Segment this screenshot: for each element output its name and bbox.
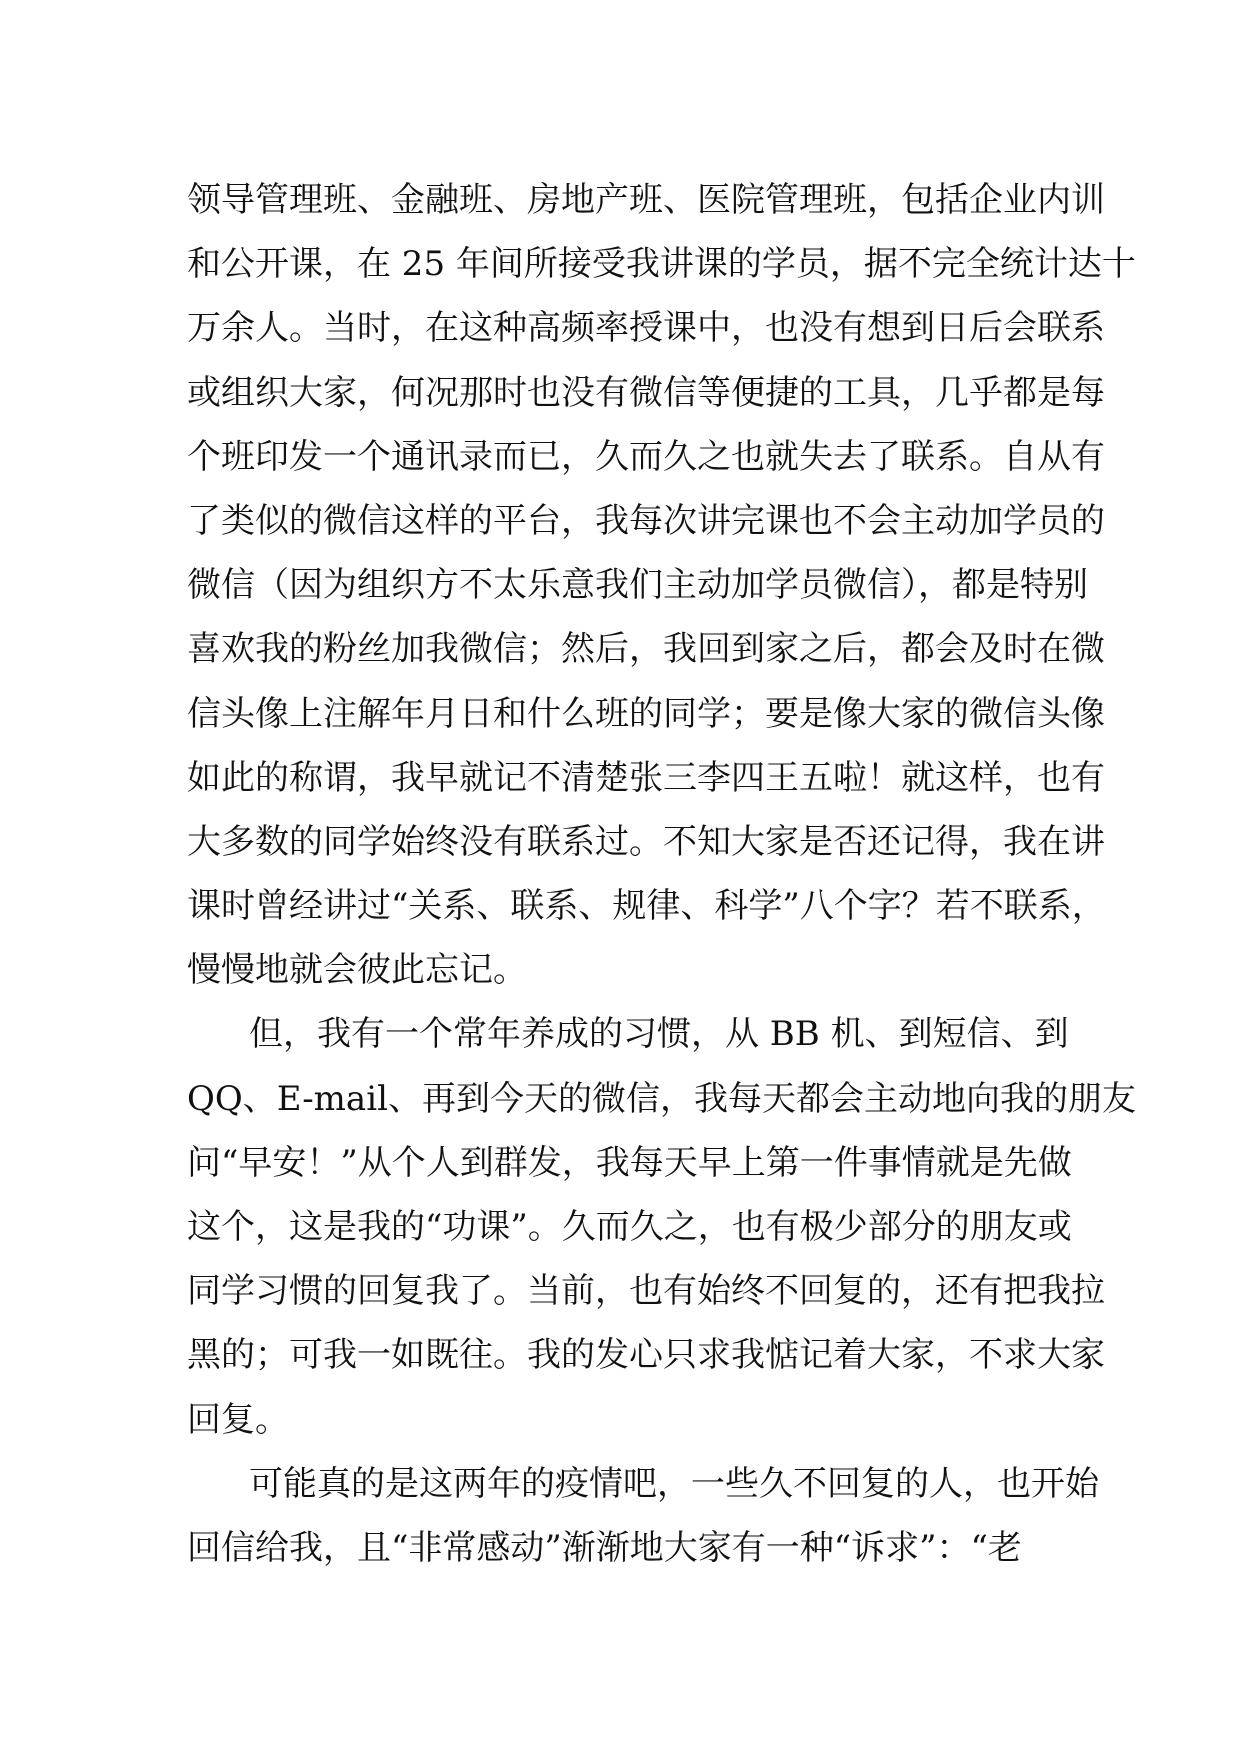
text-line: 可能真的是这两年的疫情吧，一些久不回复的人，也开始 xyxy=(249,1463,1099,1504)
text-line: 同学习惯的回复我了。当前，也有始终不回复的，还有把我拉 xyxy=(187,1271,1105,1312)
text-line: 和公开课，在 25 年间所接受我讲课的学员，据不完全统计达十 xyxy=(187,244,1136,285)
text-line: 回复。 xyxy=(187,1399,289,1440)
text-line: 黑的；可我一如既往。我的发心只求我惦记着大家，不求大家 xyxy=(187,1335,1105,1376)
paragraph-1 xyxy=(187,168,1136,1002)
text-line: 课时曾经讲过“关系、联系、规律、科学”八个字？若不联系， xyxy=(187,886,1106,927)
body-text xyxy=(187,168,1136,1580)
text-line: 或组织大家，何况那时也没有微信等便捷的工具，几乎都是每 xyxy=(187,372,1105,413)
text-line: 大多数的同学始终没有联系过。不知大家是否还记得，我在讲 xyxy=(187,821,1105,862)
text-line: 问“早安！”从个人到群发，我每天早上第一件事情就是先做 xyxy=(187,1142,1072,1183)
text-line: 信头像上注解年月日和什么班的同学；要是像大家的微信头像 xyxy=(187,693,1105,734)
text-line: 回信给我，且“非常感动”渐渐地大家有一种“诉求”：“老 xyxy=(187,1527,1022,1568)
text-line: 个班印发一个通讯录而已，久而久之也就失去了联系。自从有 xyxy=(187,436,1105,477)
text-line: 了类似的微信这样的平台，我每次讲完课也不会主动加学员的 xyxy=(187,500,1105,541)
text-line: 微信（因为组织方不太乐意我们主动加学员微信），都是特别 xyxy=(187,565,1088,606)
text-line: 如此的称谓，我早就记不清楚张三李四王五啦！就这样，也有 xyxy=(187,757,1105,798)
text-line: 万余人。当时，在这种高频率授课中，也没有想到日后会联系 xyxy=(187,308,1105,349)
text-line: 喜欢我的粉丝加我微信；然后，我回到家之后，都会及时在微 xyxy=(187,629,1105,670)
text-line: 但，我有一个常年养成的习惯，从 BB 机、到短信、到 xyxy=(249,1014,1069,1055)
text-line: 慢慢地就会彼此忘记。 xyxy=(187,950,527,991)
paragraph-3 xyxy=(187,1452,1099,1580)
paragraph-2 xyxy=(187,1002,1136,1451)
text-line: QQ、E-mail、再到今天的微信，我每天都会主动地向我的朋友 xyxy=(187,1078,1136,1119)
text-line: 领导管理班、金融班、房地产班、医院管理班，包括企业内训 xyxy=(187,180,1105,220)
text-line: 这个，这是我的“功课”。久而久之，也有极少部分的朋友或 xyxy=(187,1207,1072,1247)
